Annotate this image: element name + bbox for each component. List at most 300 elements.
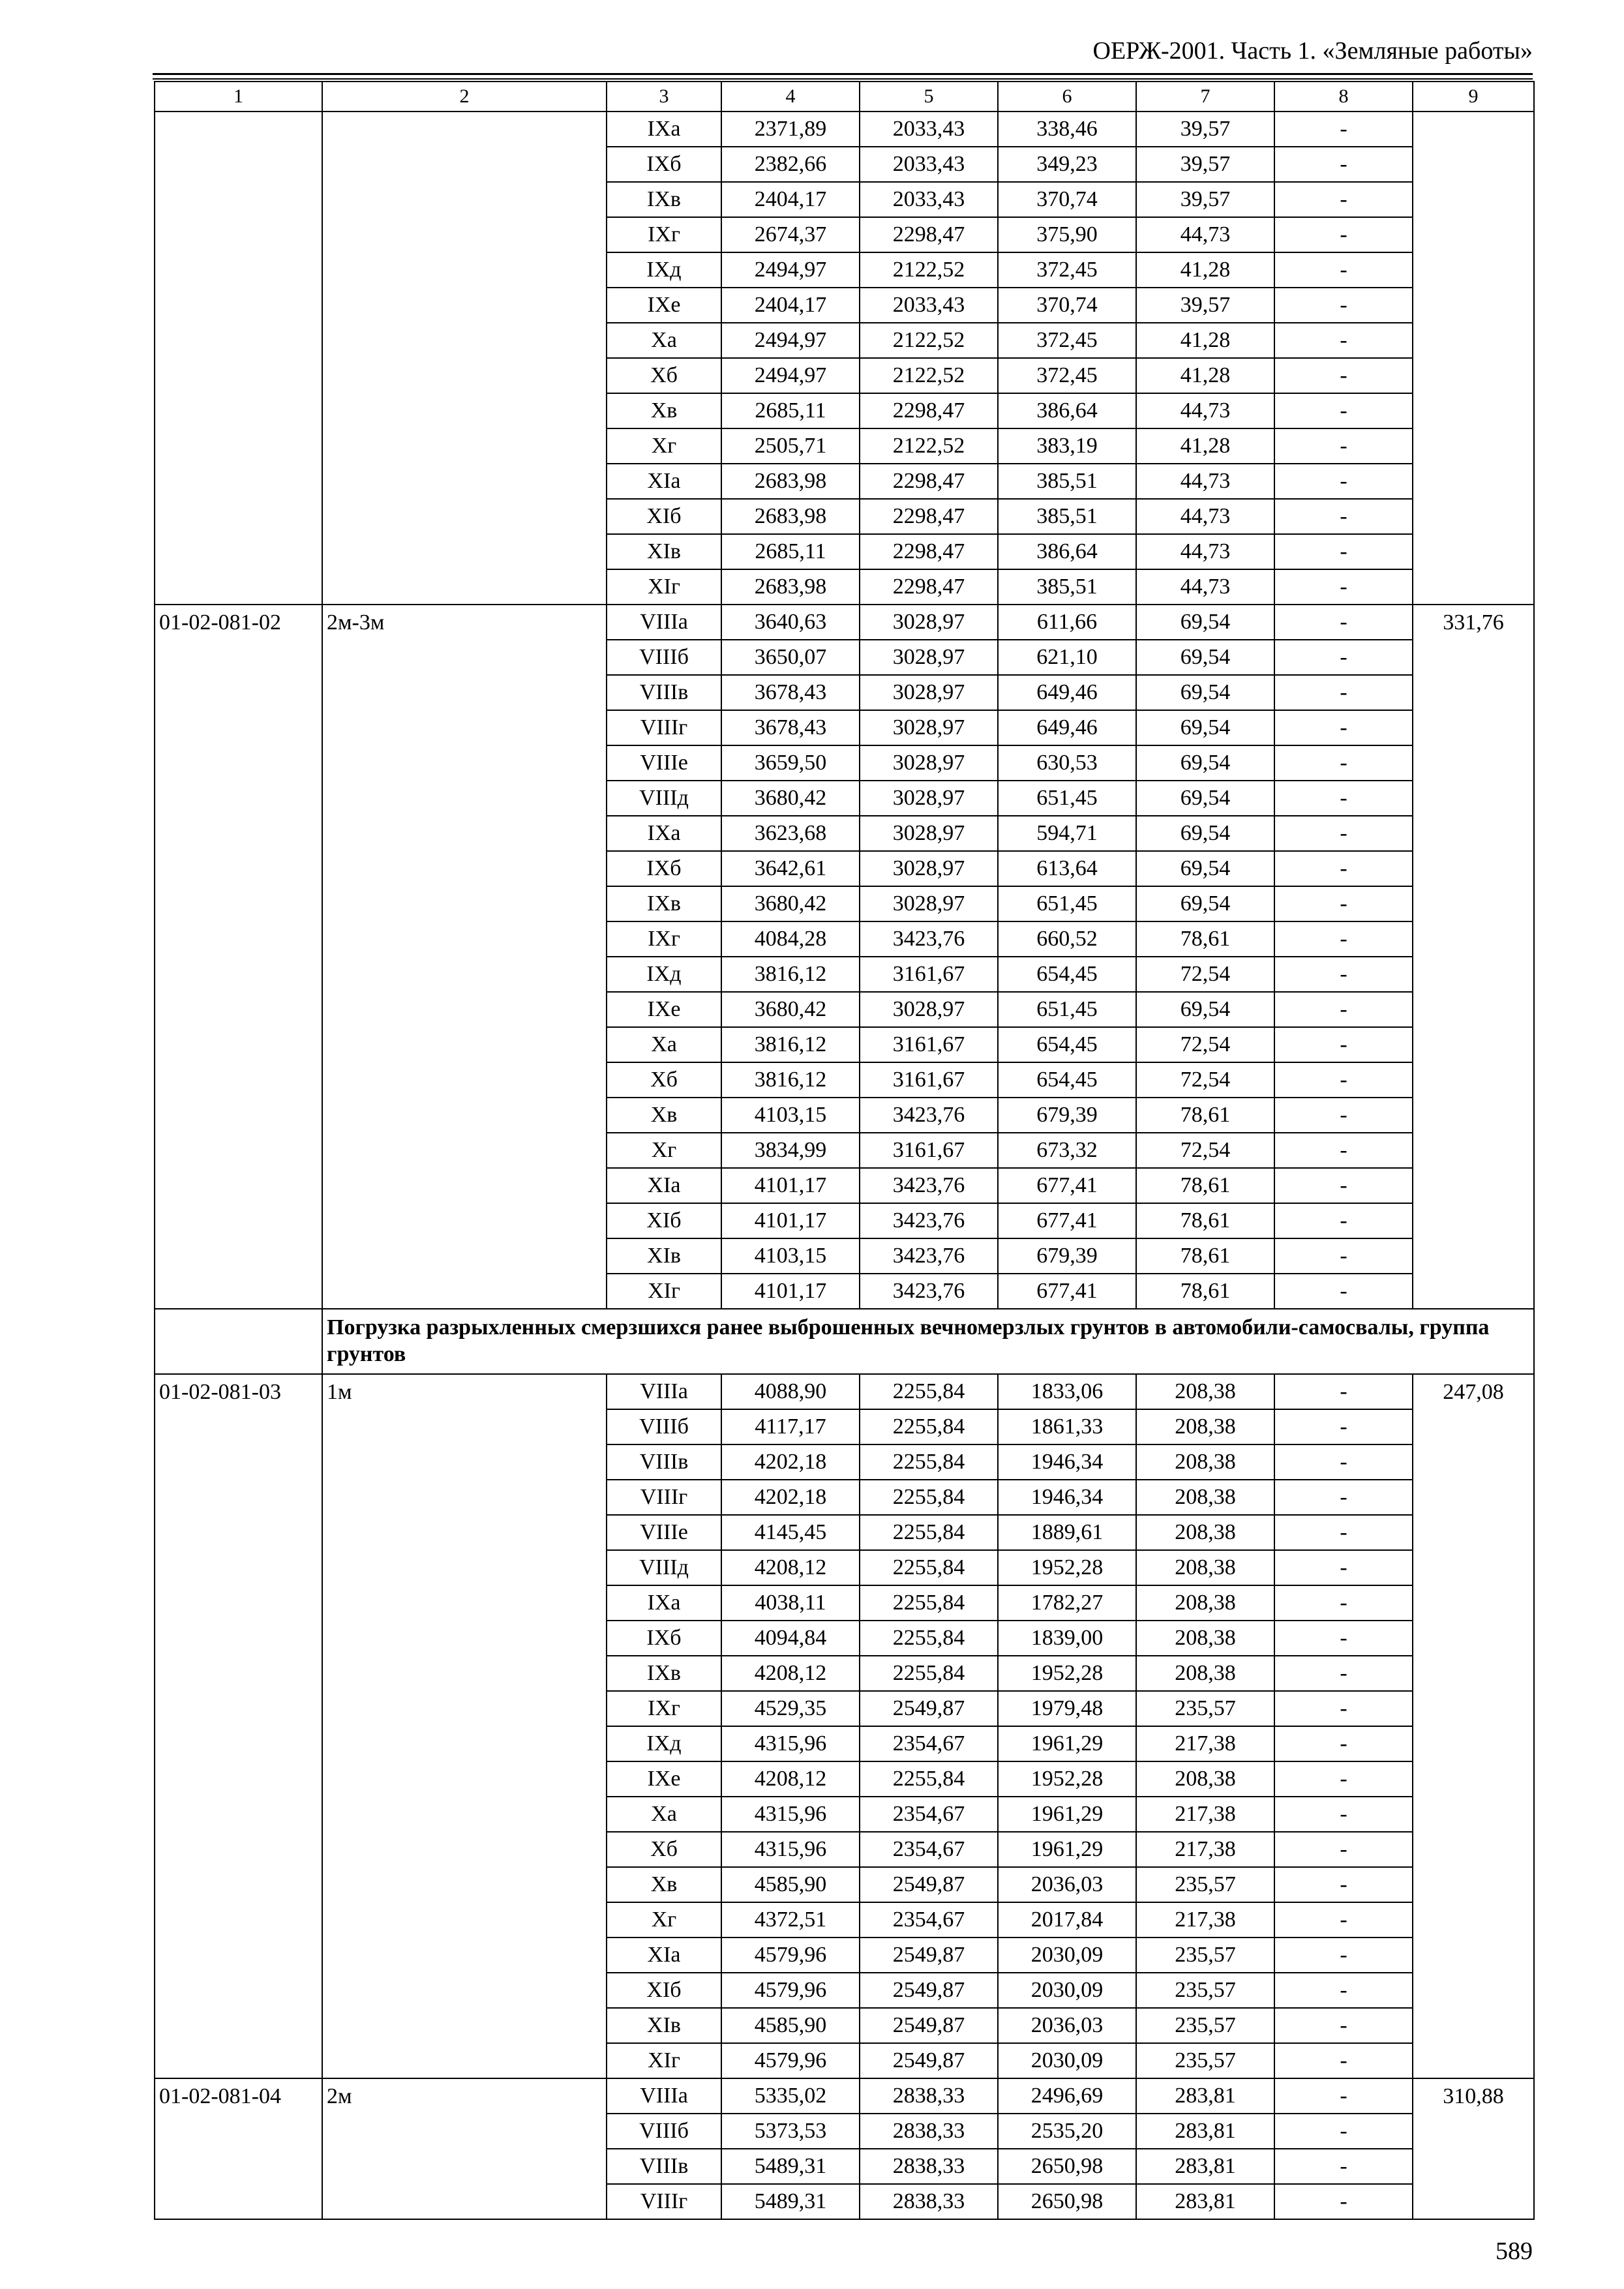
labor-wages-cell: 2549,87 <box>860 2043 998 2078</box>
soil-group-cell: VIIIв <box>607 675 721 710</box>
column-number: 6 <box>998 82 1136 112</box>
direct-cost-cell: 4103,15 <box>721 1238 860 1274</box>
materials-cost-cell: - <box>1274 921 1413 957</box>
direct-cost-cell: 2685,11 <box>721 534 860 569</box>
machine-cost-cell: 385,51 <box>998 569 1136 605</box>
name-cell: 2м <box>322 2078 607 2219</box>
machine-cost-cell: 338,46 <box>998 112 1136 147</box>
materials-cost-cell: - <box>1274 1480 1413 1515</box>
machine-cost-cell: 660,52 <box>998 921 1136 957</box>
machine-cost-cell: 677,41 <box>998 1274 1136 1309</box>
machine-cost-cell: 649,46 <box>998 675 1136 710</box>
direct-cost-cell: 2404,17 <box>721 182 860 217</box>
machine-cost-cell: 2030,09 <box>998 1937 1136 1973</box>
section-title: Погрузка разрыхленных смерзшихся ранее выброшенных вечномерзлых грунтов в автомобили-самосвалы, группа грунтов <box>322 1309 1534 1374</box>
materials-cost-cell: - <box>1274 1902 1413 1937</box>
machinist-wages-cell: 78,61 <box>1136 1274 1274 1309</box>
direct-cost-cell: 3680,42 <box>721 886 860 921</box>
soil-group-cell: XIа <box>607 1937 721 1973</box>
direct-cost-cell: 4315,96 <box>721 1797 860 1832</box>
direct-cost-cell: 3678,43 <box>721 710 860 745</box>
labor-wages-cell: 3423,76 <box>860 1098 998 1133</box>
labor-wages-cell: 3423,76 <box>860 1168 998 1203</box>
direct-cost-cell: 3642,61 <box>721 851 860 886</box>
materials-cost-cell: - <box>1274 1027 1413 1062</box>
labor-wages-cell: 2255,84 <box>860 1585 998 1621</box>
materials-cost-cell: - <box>1274 1444 1413 1480</box>
machinist-wages-cell: 41,28 <box>1136 428 1274 464</box>
soil-group-cell: VIIIг <box>607 1480 721 1515</box>
machinist-wages-cell: 69,54 <box>1136 851 1274 886</box>
direct-cost-cell: 3816,12 <box>721 957 860 992</box>
direct-cost-cell: 3680,42 <box>721 992 860 1027</box>
column-number: 5 <box>860 82 998 112</box>
direct-cost-cell: 5373,53 <box>721 2114 860 2149</box>
table-row <box>155 2078 1534 2114</box>
machine-cost-cell: 2030,09 <box>998 1973 1136 2008</box>
materials-cost-cell: - <box>1274 745 1413 781</box>
soil-group-cell: VIIIе <box>607 1515 721 1550</box>
direct-cost-cell: 2494,97 <box>721 323 860 358</box>
soil-group-cell: Xг <box>607 428 721 464</box>
materials-cost-cell: - <box>1274 428 1413 464</box>
machine-cost-cell: 1961,29 <box>998 1726 1136 1761</box>
labor-wages-cell: 2298,47 <box>860 217 998 252</box>
machine-cost-cell: 611,66 <box>998 605 1136 640</box>
direct-cost-cell: 2404,17 <box>721 288 860 323</box>
soil-group-cell: VIIIд <box>607 1550 721 1585</box>
machine-cost-cell: 2036,03 <box>998 1867 1136 1902</box>
soil-group-cell: IXг <box>607 1691 721 1726</box>
machinist-wages-cell: 235,57 <box>1136 2008 1274 2043</box>
labor-wages-cell: 2033,43 <box>860 147 998 182</box>
machine-cost-cell: 621,10 <box>998 640 1136 675</box>
direct-cost-cell: 4529,35 <box>721 1691 860 1726</box>
direct-cost-cell: 4088,90 <box>721 1374 860 1409</box>
soil-group-cell: VIIIб <box>607 2114 721 2149</box>
direct-cost-cell: 3623,68 <box>721 816 860 851</box>
direct-cost-cell: 2382,66 <box>721 147 860 182</box>
materials-cost-cell: - <box>1274 640 1413 675</box>
direct-cost-cell: 2494,97 <box>721 358 860 393</box>
soil-group-cell: IXв <box>607 182 721 217</box>
direct-cost-cell: 4145,45 <box>721 1515 860 1550</box>
soil-group-cell: Xв <box>607 1867 721 1902</box>
machinist-wages-cell: 208,38 <box>1136 1515 1274 1550</box>
direct-cost-cell: 4208,12 <box>721 1550 860 1585</box>
direct-cost-cell: 2685,11 <box>721 393 860 428</box>
labor-wages-cell: 2549,87 <box>860 2008 998 2043</box>
labor-wages-cell: 2838,33 <box>860 2184 998 2219</box>
machinist-wages-cell: 208,38 <box>1136 1444 1274 1480</box>
labor-wages-cell: 2255,84 <box>860 1550 998 1585</box>
column-number: 8 <box>1274 82 1413 112</box>
machine-cost-cell: 1946,34 <box>998 1444 1136 1480</box>
total-cell: 310,88 <box>1413 2078 1534 2219</box>
labor-wages-cell: 2255,84 <box>860 1480 998 1515</box>
machine-cost-cell: 613,64 <box>998 851 1136 886</box>
page-number: 589 <box>1496 2237 1533 2265</box>
soil-group-cell: Xв <box>607 1098 721 1133</box>
soil-group-cell: Xб <box>607 1832 721 1867</box>
code-cell <box>155 112 322 605</box>
soil-group-cell: IXа <box>607 112 721 147</box>
price-table <box>154 81 1535 2220</box>
machine-cost-cell: 651,45 <box>998 781 1136 816</box>
soil-group-cell: IXе <box>607 1761 721 1797</box>
labor-wages-cell: 2354,67 <box>860 1726 998 1761</box>
machinist-wages-cell: 44,73 <box>1136 464 1274 499</box>
machinist-wages-cell: 235,57 <box>1136 1691 1274 1726</box>
direct-cost-cell: 4208,12 <box>721 1656 860 1691</box>
code-cell: 01-02-081-02 <box>155 605 322 1309</box>
machinist-wages-cell: 208,38 <box>1136 1621 1274 1656</box>
column-number: 4 <box>721 82 860 112</box>
direct-cost-cell: 2371,89 <box>721 112 860 147</box>
labor-wages-cell: 3028,97 <box>860 886 998 921</box>
machine-cost-cell: 2017,84 <box>998 1902 1136 1937</box>
direct-cost-cell: 3659,50 <box>721 745 860 781</box>
machinist-wages-cell: 217,38 <box>1136 1832 1274 1867</box>
materials-cost-cell: - <box>1274 1867 1413 1902</box>
soil-group-cell: XIг <box>607 2043 721 2078</box>
labor-wages-cell: 2255,84 <box>860 1656 998 1691</box>
labor-wages-cell: 2033,43 <box>860 112 998 147</box>
machine-cost-cell: 2030,09 <box>998 2043 1136 2078</box>
section-code-cell <box>155 1309 322 1374</box>
machinist-wages-cell: 44,73 <box>1136 534 1274 569</box>
materials-cost-cell: - <box>1274 534 1413 569</box>
machinist-wages-cell: 217,38 <box>1136 1797 1274 1832</box>
materials-cost-cell: - <box>1274 605 1413 640</box>
direct-cost-cell: 4372,51 <box>721 1902 860 1937</box>
direct-cost-cell: 4579,96 <box>721 2043 860 2078</box>
machine-cost-cell: 673,32 <box>998 1133 1136 1168</box>
machinist-wages-cell: 235,57 <box>1136 1973 1274 2008</box>
machinist-wages-cell: 72,54 <box>1136 957 1274 992</box>
name-cell: 2м-3м <box>322 605 607 1309</box>
materials-cost-cell: - <box>1274 2008 1413 2043</box>
materials-cost-cell: - <box>1274 1515 1413 1550</box>
table-row <box>155 112 1534 147</box>
machine-cost-cell: 677,41 <box>998 1168 1136 1203</box>
machine-cost-cell: 1833,06 <box>998 1374 1136 1409</box>
direct-cost-cell: 4585,90 <box>721 2008 860 2043</box>
direct-cost-cell: 4208,12 <box>721 1761 860 1797</box>
soil-group-cell: XIг <box>607 569 721 605</box>
machinist-wages-cell: 208,38 <box>1136 1585 1274 1621</box>
machine-cost-cell: 654,45 <box>998 1027 1136 1062</box>
total-cell: 247,08 <box>1413 1374 1534 2078</box>
machine-cost-cell: 2036,03 <box>998 2008 1136 2043</box>
machine-cost-cell: 654,45 <box>998 957 1136 992</box>
materials-cost-cell: - <box>1274 710 1413 745</box>
labor-wages-cell: 2549,87 <box>860 1867 998 1902</box>
labor-wages-cell: 2255,84 <box>860 1621 998 1656</box>
soil-group-cell: IXа <box>607 816 721 851</box>
machinist-wages-cell: 41,28 <box>1136 252 1274 288</box>
materials-cost-cell: - <box>1274 1621 1413 1656</box>
soil-group-cell: XIб <box>607 1973 721 2008</box>
machinist-wages-cell: 72,54 <box>1136 1027 1274 1062</box>
direct-cost-cell: 2505,71 <box>721 428 860 464</box>
machinist-wages-cell: 78,61 <box>1136 1168 1274 1203</box>
code-cell: 01-02-081-03 <box>155 1374 322 2078</box>
labor-wages-cell: 3423,76 <box>860 921 998 957</box>
header-rule-thick <box>153 73 1533 75</box>
materials-cost-cell: - <box>1274 499 1413 534</box>
labor-wages-cell: 2122,52 <box>860 358 998 393</box>
machinist-wages-cell: 235,57 <box>1136 1937 1274 1973</box>
labor-wages-cell: 3028,97 <box>860 640 998 675</box>
soil-group-cell: VIIIа <box>607 2078 721 2114</box>
soil-group-cell: XIв <box>607 2008 721 2043</box>
machinist-wages-cell: 39,57 <box>1136 112 1274 147</box>
materials-cost-cell: - <box>1274 1168 1413 1203</box>
labor-wages-cell: 3161,67 <box>860 1027 998 1062</box>
machinist-wages-cell: 69,54 <box>1136 710 1274 745</box>
machine-cost-cell: 651,45 <box>998 992 1136 1027</box>
machine-cost-cell: 1961,29 <box>998 1832 1136 1867</box>
machinist-wages-cell: 69,54 <box>1136 992 1274 1027</box>
labor-wages-cell: 2255,84 <box>860 1374 998 1409</box>
soil-group-cell: Xг <box>607 1133 721 1168</box>
machinist-wages-cell: 235,57 <box>1136 2043 1274 2078</box>
machine-cost-cell: 385,51 <box>998 464 1136 499</box>
machine-cost-cell: 2650,98 <box>998 2184 1136 2219</box>
machine-cost-cell: 651,45 <box>998 886 1136 921</box>
machinist-wages-cell: 72,54 <box>1136 1062 1274 1098</box>
labor-wages-cell: 2255,84 <box>860 1515 998 1550</box>
machine-cost-cell: 1889,61 <box>998 1515 1136 1550</box>
materials-cost-cell: - <box>1274 217 1413 252</box>
materials-cost-cell: - <box>1274 886 1413 921</box>
machinist-wages-cell: 208,38 <box>1136 1480 1274 1515</box>
labor-wages-cell: 3028,97 <box>860 816 998 851</box>
labor-wages-cell: 2255,84 <box>860 1761 998 1797</box>
direct-cost-cell: 4084,28 <box>721 921 860 957</box>
machinist-wages-cell: 208,38 <box>1136 1550 1274 1585</box>
materials-cost-cell: - <box>1274 288 1413 323</box>
materials-cost-cell: - <box>1274 1238 1413 1274</box>
soil-group-cell: IXв <box>607 1656 721 1691</box>
soil-group-cell: IXе <box>607 288 721 323</box>
labor-wages-cell: 2549,87 <box>860 1973 998 2008</box>
soil-group-cell: VIIIб <box>607 640 721 675</box>
soil-group-cell: Xб <box>607 358 721 393</box>
labor-wages-cell: 3423,76 <box>860 1274 998 1309</box>
labor-wages-cell: 2298,47 <box>860 464 998 499</box>
machinist-wages-cell: 283,81 <box>1136 2149 1274 2184</box>
machinist-wages-cell: 69,54 <box>1136 640 1274 675</box>
machinist-wages-cell: 283,81 <box>1136 2078 1274 2114</box>
machine-cost-cell: 1961,29 <box>998 1797 1136 1832</box>
direct-cost-cell: 4202,18 <box>721 1444 860 1480</box>
machinist-wages-cell: 283,81 <box>1136 2114 1274 2149</box>
labor-wages-cell: 2255,84 <box>860 1444 998 1480</box>
machinist-wages-cell: 69,54 <box>1136 745 1274 781</box>
labor-wages-cell: 3028,97 <box>860 675 998 710</box>
soil-group-cell: XIб <box>607 499 721 534</box>
materials-cost-cell: - <box>1274 816 1413 851</box>
machinist-wages-cell: 283,81 <box>1136 2184 1274 2219</box>
materials-cost-cell: - <box>1274 147 1413 182</box>
machine-cost-cell: 349,23 <box>998 147 1136 182</box>
section-row <box>155 1309 1534 1374</box>
labor-wages-cell: 2298,47 <box>860 534 998 569</box>
machinist-wages-cell: 41,28 <box>1136 358 1274 393</box>
machine-cost-cell: 679,39 <box>998 1098 1136 1133</box>
machine-cost-cell: 2650,98 <box>998 2149 1136 2184</box>
machinist-wages-cell: 44,73 <box>1136 499 1274 534</box>
materials-cost-cell: - <box>1274 1098 1413 1133</box>
soil-group-cell: IXд <box>607 957 721 992</box>
direct-cost-cell: 4117,17 <box>721 1409 860 1444</box>
soil-group-cell: IXв <box>607 886 721 921</box>
direct-cost-cell: 5489,31 <box>721 2184 860 2219</box>
direct-cost-cell: 2683,98 <box>721 569 860 605</box>
soil-group-cell: IXе <box>607 992 721 1027</box>
direct-cost-cell: 4038,11 <box>721 1585 860 1621</box>
materials-cost-cell: - <box>1274 1274 1413 1309</box>
name-cell <box>322 112 607 605</box>
soil-group-cell: VIIIг <box>607 2184 721 2219</box>
column-number: 9 <box>1413 82 1534 112</box>
materials-cost-cell: - <box>1274 182 1413 217</box>
machine-cost-cell: 1782,27 <box>998 1585 1136 1621</box>
materials-cost-cell: - <box>1274 2149 1413 2184</box>
machine-cost-cell: 1861,33 <box>998 1409 1136 1444</box>
machinist-wages-cell: 78,61 <box>1136 1098 1274 1133</box>
machine-cost-cell: 649,46 <box>998 710 1136 745</box>
soil-group-cell: IXд <box>607 1726 721 1761</box>
labor-wages-cell: 3028,97 <box>860 605 998 640</box>
machinist-wages-cell: 78,61 <box>1136 1203 1274 1238</box>
machinist-wages-cell: 69,54 <box>1136 781 1274 816</box>
materials-cost-cell: - <box>1274 1133 1413 1168</box>
machine-cost-cell: 1952,28 <box>998 1761 1136 1797</box>
labor-wages-cell: 2838,33 <box>860 2078 998 2114</box>
materials-cost-cell: - <box>1274 1656 1413 1691</box>
machinist-wages-cell: 235,57 <box>1136 1867 1274 1902</box>
machinist-wages-cell: 72,54 <box>1136 1133 1274 1168</box>
soil-group-cell: VIIIг <box>607 710 721 745</box>
machine-cost-cell: 1952,28 <box>998 1550 1136 1585</box>
direct-cost-cell: 4101,17 <box>721 1274 860 1309</box>
soil-group-cell: IXд <box>607 252 721 288</box>
machinist-wages-cell: 44,73 <box>1136 217 1274 252</box>
direct-cost-cell: 4101,17 <box>721 1203 860 1238</box>
machinist-wages-cell: 78,61 <box>1136 921 1274 957</box>
direct-cost-cell: 3680,42 <box>721 781 860 816</box>
direct-cost-cell: 2674,37 <box>721 217 860 252</box>
direct-cost-cell: 4579,96 <box>721 1973 860 2008</box>
materials-cost-cell: - <box>1274 992 1413 1027</box>
column-number: 3 <box>607 82 721 112</box>
materials-cost-cell: - <box>1274 781 1413 816</box>
column-number: 1 <box>155 82 322 112</box>
labor-wages-cell: 2838,33 <box>860 2114 998 2149</box>
machine-cost-cell: 677,41 <box>998 1203 1136 1238</box>
machine-cost-cell: 630,53 <box>998 745 1136 781</box>
direct-cost-cell: 4202,18 <box>721 1480 860 1515</box>
soil-group-cell: XIб <box>607 1203 721 1238</box>
soil-group-cell: VIIIв <box>607 1444 721 1480</box>
materials-cost-cell: - <box>1274 393 1413 428</box>
labor-wages-cell: 3161,67 <box>860 1062 998 1098</box>
labor-wages-cell: 2122,52 <box>860 252 998 288</box>
machine-cost-cell: 1946,34 <box>998 1480 1136 1515</box>
machine-cost-cell: 2535,20 <box>998 2114 1136 2149</box>
materials-cost-cell: - <box>1274 2043 1413 2078</box>
labor-wages-cell: 3423,76 <box>860 1238 998 1274</box>
labor-wages-cell: 3028,97 <box>860 710 998 745</box>
soil-group-cell: Xв <box>607 393 721 428</box>
labor-wages-cell: 3028,97 <box>860 851 998 886</box>
table-body <box>155 82 1534 2219</box>
machine-cost-cell: 375,90 <box>998 217 1136 252</box>
machinist-wages-cell: 39,57 <box>1136 288 1274 323</box>
machine-cost-cell: 370,74 <box>998 182 1136 217</box>
direct-cost-cell: 3650,07 <box>721 640 860 675</box>
machine-cost-cell: 386,64 <box>998 393 1136 428</box>
direct-cost-cell: 5335,02 <box>721 2078 860 2114</box>
soil-group-cell: IXб <box>607 1621 721 1656</box>
soil-group-cell: Xб <box>607 1062 721 1098</box>
machinist-wages-cell: 69,54 <box>1136 816 1274 851</box>
labor-wages-cell: 3028,97 <box>860 781 998 816</box>
soil-group-cell: VIIIе <box>607 745 721 781</box>
materials-cost-cell: - <box>1274 2184 1413 2219</box>
materials-cost-cell: - <box>1274 675 1413 710</box>
machine-cost-cell: 1952,28 <box>998 1656 1136 1691</box>
materials-cost-cell: - <box>1274 1726 1413 1761</box>
soil-group-cell: XIа <box>607 1168 721 1203</box>
labor-wages-cell: 2255,84 <box>860 1409 998 1444</box>
soil-group-cell: XIа <box>607 464 721 499</box>
soil-group-cell: VIIIд <box>607 781 721 816</box>
direct-cost-cell: 4585,90 <box>721 1867 860 1902</box>
machine-cost-cell: 383,19 <box>998 428 1136 464</box>
materials-cost-cell: - <box>1274 1761 1413 1797</box>
name-cell: 1м <box>322 1374 607 2078</box>
materials-cost-cell: - <box>1274 323 1413 358</box>
labor-wages-cell: 3028,97 <box>860 992 998 1027</box>
labor-wages-cell: 2549,87 <box>860 1691 998 1726</box>
labor-wages-cell: 3028,97 <box>860 745 998 781</box>
materials-cost-cell: - <box>1274 1203 1413 1238</box>
machinist-wages-cell: 217,38 <box>1136 1902 1274 1937</box>
machinist-wages-cell: 69,54 <box>1136 886 1274 921</box>
labor-wages-cell: 3161,67 <box>860 957 998 992</box>
direct-cost-cell: 3640,63 <box>721 605 860 640</box>
materials-cost-cell: - <box>1274 1062 1413 1098</box>
machinist-wages-cell: 44,73 <box>1136 393 1274 428</box>
labor-wages-cell: 2122,52 <box>860 323 998 358</box>
running-header: ОЕРЖ-2001. Часть 1. «Земляные работы» <box>1092 37 1533 65</box>
code-cell: 01-02-081-04 <box>155 2078 322 2219</box>
machinist-wages-cell: 41,28 <box>1136 323 1274 358</box>
machinist-wages-cell: 39,57 <box>1136 182 1274 217</box>
direct-cost-cell: 3816,12 <box>721 1062 860 1098</box>
soil-group-cell: Xа <box>607 323 721 358</box>
materials-cost-cell: - <box>1274 1550 1413 1585</box>
direct-cost-cell: 2683,98 <box>721 499 860 534</box>
soil-group-cell: VIIIв <box>607 2149 721 2184</box>
soil-group-cell: VIIIб <box>607 1409 721 1444</box>
soil-group-cell: XIв <box>607 534 721 569</box>
soil-group-cell: IXг <box>607 217 721 252</box>
